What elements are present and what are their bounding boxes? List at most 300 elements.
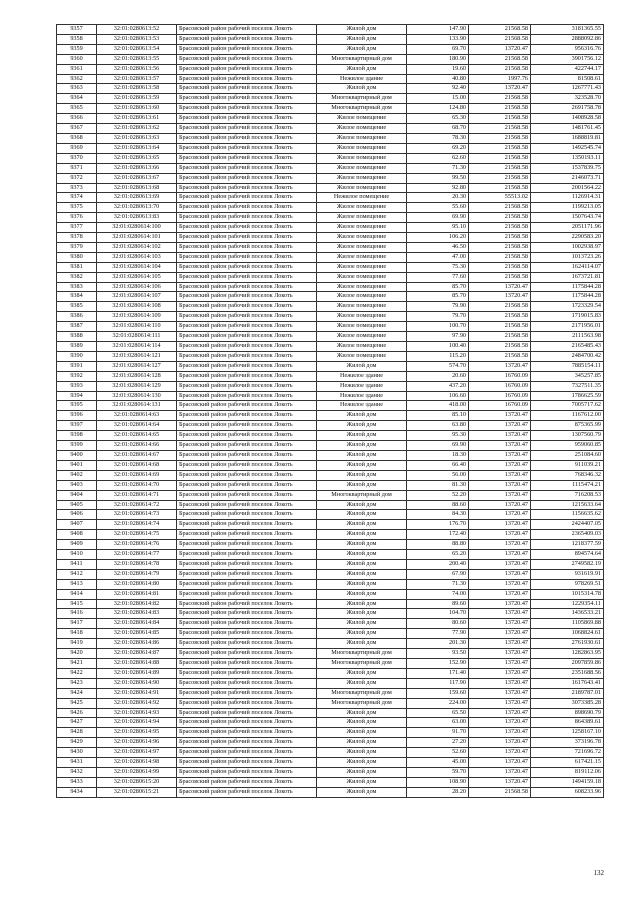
address-cell: Брасовский район рабочий поселок Локоть [177,708,317,718]
cadastral-value-cell: 617421.15 [531,758,604,768]
area-cell: 69.20 [407,143,469,153]
object-type-cell: Жилой дом [317,579,407,589]
rate-cell: 13720.47 [469,550,531,560]
cadastral-number-cell: 32:01:0280614:75 [97,530,177,540]
address-cell: Брасовский район рабочий поселок Локоть [177,25,317,35]
address-cell: Брасовский район рабочий поселок Локоть [177,213,317,223]
area-cell: 77.60 [407,272,469,282]
address-cell: Брасовский район рабочий поселок Локоть [177,193,317,203]
table-row [57,213,604,223]
row-number-cell: 9371 [57,163,97,173]
row-number-cell: 9359 [57,44,97,54]
cadastral-value-cell: 1408928.58 [531,114,604,124]
rate-cell: 21568.58 [469,312,531,322]
cadastral-number-cell: 32:01:0280614:106 [97,282,177,292]
address-cell: Брасовский район рабочий поселок Локоть [177,748,317,758]
object-type-cell: Жилой дом [317,510,407,520]
rate-cell: 21568.58 [469,262,531,272]
object-type-cell: Жилое помещение [317,163,407,173]
rate-cell: 13720.47 [469,748,531,758]
rate-cell: 13720.47 [469,678,531,688]
area-cell: 147.90 [407,25,469,35]
object-type-cell: Жилой дом [317,718,407,728]
row-number-cell: 9379 [57,242,97,252]
row-number-cell: 9424 [57,688,97,698]
object-type-cell: Жилой дом [317,599,407,609]
object-type-cell: Многоквартирный дом [317,54,407,64]
rate-cell: 16760.09 [469,401,531,411]
object-type-cell: Жилой дом [317,411,407,421]
cadastral-value-cell: 3073385.28 [531,698,604,708]
cadastral-number-cell: 32:01:0280614:90 [97,678,177,688]
cadastral-number-cell: 32:01:0280614:102 [97,242,177,252]
cadastral-value-cell: 1507643.74 [531,213,604,223]
address-cell: Брасовский район рабочий поселок Локоть [177,787,317,797]
area-cell: 79.90 [407,302,469,312]
cadastral-value-cell: 1156635.62 [531,510,604,520]
cadastral-number-cell: 32:01:0280614:84 [97,619,177,629]
rate-cell: 21568.58 [469,173,531,183]
row-number-cell: 9423 [57,678,97,688]
table-row [57,470,604,480]
table-row [57,183,604,193]
cadastral-number-cell: 32:01:0280614:99 [97,767,177,777]
table-row [57,718,604,728]
object-type-cell: Жилой дом [317,480,407,490]
address-cell: Брасовский район рабочий поселок Локоть [177,252,317,262]
cadastral-number-cell: 32:01:0280614:89 [97,668,177,678]
address-cell: Брасовский район рабочий поселок Локоть [177,203,317,213]
object-type-cell: Жилой дом [317,450,407,460]
address-cell: Брасовский район рабочий поселок Локоть [177,678,317,688]
rate-cell: 13720.47 [469,569,531,579]
row-number-cell: 9362 [57,74,97,84]
row-number-cell: 9368 [57,133,97,143]
rate-cell: 21568.58 [469,302,531,312]
address-cell: Брасовский район рабочий поселок Локоть [177,351,317,361]
table-row [57,688,604,698]
cadastral-value-cell: 2691758.78 [531,104,604,114]
rate-cell: 13720.47 [469,609,531,619]
rate-cell: 13720.47 [469,44,531,54]
table-row [57,767,604,777]
area-cell: 108.90 [407,777,469,787]
object-type-cell: Жилой дом [317,361,407,371]
cadastral-value-cell: 1350193.11 [531,153,604,163]
cadastral-number-cell: 32:01:0280613:55 [97,54,177,64]
area-cell: 224.00 [407,698,469,708]
row-number-cell: 9417 [57,619,97,629]
address-cell: Брасовский район рабочий поселок Локоть [177,629,317,639]
table-row [57,668,604,678]
object-type-cell: Жилой дом [317,639,407,649]
row-number-cell: 9398 [57,431,97,441]
table-row [57,133,604,143]
area-cell: 52.60 [407,748,469,758]
cadastral-number-cell: 32:01:0280613:58 [97,84,177,94]
cadastral-number-cell: 32:01:0280614:121 [97,351,177,361]
cadastral-value-cell: 1215633.64 [531,500,604,510]
area-cell: 92.80 [407,183,469,193]
row-number-cell: 9427 [57,718,97,728]
row-number-cell: 9432 [57,767,97,777]
cadastral-number-cell: 32:01:0280614:101 [97,233,177,243]
rate-cell: 21568.58 [469,203,531,213]
area-cell: 20.30 [407,193,469,203]
table-row [57,74,604,84]
row-number-cell: 9415 [57,599,97,609]
address-cell: Брасовский район рабочий поселок Локоть [177,153,317,163]
rate-cell: 21568.58 [469,64,531,74]
row-number-cell: 9370 [57,153,97,163]
cadastral-number-cell: 32:01:0280614:109 [97,312,177,322]
cadastral-value-cell: 7885154.11 [531,361,604,371]
row-number-cell: 9372 [57,173,97,183]
address-cell: Брасовский район рабочий поселок Локоть [177,391,317,401]
cadastral-number-cell: 32:01:0280614:73 [97,510,177,520]
cadastral-number-cell: 32:01:0280613:68 [97,183,177,193]
address-cell: Брасовский район рабочий поселок Локоть [177,767,317,777]
area-cell: 89.60 [407,599,469,609]
area-cell: 15.00 [407,94,469,104]
cadastral-value-cell: 2424407.05 [531,520,604,530]
address-cell: Брасовский район рабочий поселок Локоть [177,540,317,550]
area-cell: 106.60 [407,391,469,401]
row-number-cell: 9392 [57,371,97,381]
rate-cell: 13720.47 [469,441,531,451]
cadastral-value-cell: 81508.61 [531,74,604,84]
cadastral-value-cell: 819112.06 [531,767,604,777]
row-number-cell: 9383 [57,282,97,292]
object-type-cell: Жилое помещение [317,173,407,183]
address-cell: Брасовский район рабочий поселок Локоть [177,450,317,460]
address-cell: Брасовский район рабочий поселок Локоть [177,54,317,64]
table-row [57,579,604,589]
object-type-cell: Жилой дом [317,758,407,768]
row-number-cell: 9412 [57,569,97,579]
table-row [57,787,604,797]
cadastral-number-cell: 32:01:0280614:129 [97,381,177,391]
cadastral-number-cell: 32:01:0280614:128 [97,371,177,381]
table-row [57,272,604,282]
rate-cell: 13720.47 [469,500,531,510]
address-cell: Брасовский район рабочий поселок Локоть [177,173,317,183]
cadastral-value-cell: 2165485.43 [531,342,604,352]
rate-cell: 21568.58 [469,25,531,35]
rate-cell: 13720.47 [469,480,531,490]
rate-cell: 13720.47 [469,510,531,520]
address-cell: Брасовский район рабочий поселок Локоть [177,114,317,124]
row-number-cell: 9433 [57,777,97,787]
address-cell: Брасовский район рабочий поселок Локоть [177,223,317,233]
row-number-cell: 9377 [57,223,97,233]
address-cell: Брасовский район рабочий поселок Локоть [177,460,317,470]
table-row [57,758,604,768]
row-number-cell: 9419 [57,639,97,649]
row-number-cell: 9357 [57,25,97,35]
cadastral-number-cell: 32:01:0280614:79 [97,569,177,579]
area-cell: 171.40 [407,668,469,678]
cadastral-number-cell: 32:01:0280614:67 [97,450,177,460]
object-type-cell: Жилой дом [317,431,407,441]
area-cell: 27.20 [407,738,469,748]
cadastral-number-cell: 32:01:0280615:20 [97,777,177,787]
table-row [57,629,604,639]
row-number-cell: 9393 [57,381,97,391]
object-type-cell: Жилое помещение [317,332,407,342]
object-type-cell: Жилой дом [317,708,407,718]
cadastral-number-cell: 32:01:0280614:63 [97,411,177,421]
cadastral-number-cell: 32:01:0280614:93 [97,708,177,718]
area-cell: 28.20 [407,787,469,797]
table-row [57,748,604,758]
area-cell: 74.00 [407,589,469,599]
address-cell: Брасовский район рабочий поселок Локоть [177,44,317,54]
address-cell: Брасовский район рабочий поселок Локоть [177,698,317,708]
rate-cell: 21568.58 [469,133,531,143]
object-type-cell: Жилое помещение [317,233,407,243]
cadastral-value-cell: 768346.32 [531,470,604,480]
area-cell: 71.30 [407,163,469,173]
object-type-cell: Нежилое здание [317,401,407,411]
table-row [57,391,604,401]
cadastral-value-cell: 1229354.11 [531,599,604,609]
row-number-cell: 9381 [57,262,97,272]
address-cell: Брасовский район рабочий поселок Локоть [177,34,317,44]
cadastral-number-cell: 32:01:0280614:66 [97,441,177,451]
table-row [57,351,604,361]
rate-cell: 13720.47 [469,619,531,629]
cadastral-value-cell: 1126914.31 [531,193,604,203]
rate-cell: 13720.47 [469,579,531,589]
area-cell: 52.20 [407,490,469,500]
area-cell: 95.30 [407,431,469,441]
address-cell: Брасовский район рабочий поселок Локоть [177,401,317,411]
row-number-cell: 9428 [57,728,97,738]
address-cell: Брасовский район рабочий поселок Локоть [177,64,317,74]
area-cell: 65.50 [407,708,469,718]
cadastral-number-cell: 32:01:0280613:70 [97,203,177,213]
table-row [57,639,604,649]
rate-cell: 13720.47 [469,530,531,540]
table-row [57,153,604,163]
rate-cell: 13720.47 [469,777,531,787]
row-number-cell: 9382 [57,272,97,282]
rate-cell: 13720.47 [469,292,531,302]
cadastral-value-cell: 1494159.18 [531,777,604,787]
area-cell: 95.10 [407,223,469,233]
row-number-cell: 9378 [57,233,97,243]
object-type-cell: Жилой дом [317,84,407,94]
object-type-cell: Жилое помещение [317,183,407,193]
cadastral-value-cell: 1175844.28 [531,282,604,292]
area-cell: 100.70 [407,322,469,332]
object-type-cell: Жилое помещение [317,272,407,282]
rate-cell: 13720.47 [469,421,531,431]
table-row [57,233,604,243]
area-cell: 574.70 [407,361,469,371]
object-type-cell: Жилой дом [317,530,407,540]
area-cell: 18.30 [407,450,469,460]
area-cell: 133.90 [407,34,469,44]
row-number-cell: 9374 [57,193,97,203]
object-type-cell: Жилой дом [317,64,407,74]
object-type-cell: Многоквартирный дом [317,649,407,659]
area-cell: 92.40 [407,84,469,94]
address-cell: Брасовский район рабочий поселок Локоть [177,431,317,441]
address-cell: Брасовский район рабочий поселок Локоть [177,777,317,787]
row-number-cell: 9399 [57,441,97,451]
row-number-cell: 9418 [57,629,97,639]
row-number-cell: 9385 [57,302,97,312]
address-cell: Брасовский район рабочий поселок Локоть [177,312,317,322]
address-cell: Брасовский район рабочий поселок Локоть [177,133,317,143]
address-cell: Брасовский район рабочий поселок Локоть [177,381,317,391]
area-cell: 99.50 [407,173,469,183]
area-cell: 80.60 [407,619,469,629]
area-cell: 63.80 [407,421,469,431]
rate-cell: 21568.58 [469,332,531,342]
table-row [57,431,604,441]
cadastral-value-cell: 2171956.01 [531,322,604,332]
rate-cell: 13720.47 [469,450,531,460]
cadastral-number-cell: 32:01:0280614:103 [97,252,177,262]
row-number-cell: 9401 [57,460,97,470]
table-row [57,450,604,460]
area-cell: 20.60 [407,371,469,381]
area-cell: 180.90 [407,54,469,64]
area-cell: 65.30 [407,114,469,124]
address-cell: Брасовский район рабочий поселок Локоть [177,659,317,669]
area-cell: 88.80 [407,540,469,550]
rate-cell: 21568.58 [469,143,531,153]
area-cell: 152.90 [407,659,469,669]
object-type-cell: Жилой дом [317,550,407,560]
area-cell: 124.80 [407,104,469,114]
address-cell: Брасовский район рабочий поселок Локоть [177,163,317,173]
address-cell: Брасовский район рабочий поселок Локоть [177,490,317,500]
cadastral-value-cell: 716208.53 [531,490,604,500]
object-type-cell: Жилое помещение [317,292,407,302]
cadastral-value-cell: 2001564.22 [531,183,604,193]
area-cell: 46.50 [407,242,469,252]
area-cell: 85.70 [407,282,469,292]
address-cell: Брасовский район рабочий поселок Локоть [177,470,317,480]
rate-cell: 13720.47 [469,659,531,669]
cadastral-number-cell: 32:01:0280613:65 [97,153,177,163]
row-number-cell: 9388 [57,332,97,342]
table-row [57,34,604,44]
area-cell: 55.60 [407,203,469,213]
area-cell: 172.40 [407,530,469,540]
address-cell: Брасовский район рабочий поселок Локоть [177,421,317,431]
rate-cell: 16760.09 [469,371,531,381]
rate-cell: 21568.58 [469,34,531,44]
page-number: 132 [593,869,604,877]
table-row [57,104,604,114]
cadastral-value-cell: 1267771.43 [531,84,604,94]
table-row [57,332,604,342]
object-type-cell: Жилой дом [317,738,407,748]
row-number-cell: 9361 [57,64,97,74]
rate-cell: 21568.58 [469,54,531,64]
cadastral-number-cell: 32:01:0280614:105 [97,272,177,282]
object-type-cell: Жилой дом [317,748,407,758]
cadastral-value-cell: 898690.79 [531,708,604,718]
cadastral-value-cell: 1199213.05 [531,203,604,213]
rate-cell: 21568.58 [469,252,531,262]
rate-cell: 13720.47 [469,629,531,639]
cadastral-number-cell: 32:01:0280614:82 [97,599,177,609]
rate-cell: 13720.47 [469,470,531,480]
row-number-cell: 9429 [57,738,97,748]
cadastral-number-cell: 32:01:0280614:65 [97,431,177,441]
cadastral-value-table [56,24,604,798]
address-cell: Брасовский район рабочий поселок Локоть [177,104,317,114]
rate-cell: 13720.47 [469,540,531,550]
cadastral-number-cell: 32:01:0280614:100 [97,223,177,233]
cadastral-value-cell: 875365.99 [531,421,604,431]
cadastral-value-cell: 422744.17 [531,64,604,74]
object-type-cell: Жилой дом [317,470,407,480]
area-cell: 176.70 [407,520,469,530]
cadastral-value-cell: 1002938.97 [531,242,604,252]
cadastral-value-cell: 2290583.20 [531,233,604,243]
area-cell: 69.70 [407,44,469,54]
rate-cell: 21568.58 [469,223,531,233]
object-type-cell: Жилое помещение [317,342,407,352]
area-cell: 77.90 [407,629,469,639]
rate-cell: 21568.58 [469,114,531,124]
cadastral-value-cell: 1167612.00 [531,411,604,421]
object-type-cell: Жилой дом [317,540,407,550]
cadastral-value-cell: 1068824.61 [531,629,604,639]
object-type-cell: Жилое помещение [317,282,407,292]
rate-cell: 21568.58 [469,183,531,193]
area-cell: 40.80 [407,74,469,84]
rate-cell: 13720.47 [469,668,531,678]
table-row [57,242,604,252]
cadastral-number-cell: 32:01:0280614:98 [97,758,177,768]
cadastral-number-cell: 32:01:0280613:60 [97,104,177,114]
rate-cell: 13720.47 [469,599,531,609]
object-type-cell: Жилой дом [317,777,407,787]
object-type-cell: Жилой дом [317,500,407,510]
rate-cell: 13720.47 [469,639,531,649]
area-cell: 71.30 [407,579,469,589]
cadastral-number-cell: 32:01:0280614:97 [97,748,177,758]
row-number-cell: 9358 [57,34,97,44]
object-type-cell: Жилой дом [317,629,407,639]
cadastral-value-cell: 721696.72 [531,748,604,758]
rate-cell: 13720.47 [469,767,531,777]
rate-cell: 13720.47 [469,559,531,569]
area-cell: 67.90 [407,569,469,579]
area-cell: 75.30 [407,262,469,272]
cadastral-number-cell: 32:01:0280614:92 [97,698,177,708]
address-cell: Брасовский район рабочий поселок Локоть [177,361,317,371]
address-cell: Брасовский район рабочий поселок Локоть [177,738,317,748]
object-type-cell: Жилой дом [317,421,407,431]
address-cell: Брасовский район рабочий поселок Локоть [177,183,317,193]
rate-cell: 21568.58 [469,124,531,134]
cadastral-number-cell: 32:01:0280614:71 [97,490,177,500]
cadastral-number-cell: 32:01:0280613:57 [97,74,177,84]
address-cell: Брасовский район рабочий поселок Локоть [177,441,317,451]
object-type-cell: Жилое помещение [317,302,407,312]
address-cell: Брасовский район рабочий поселок Локоть [177,74,317,84]
rate-cell: 21568.58 [469,787,531,797]
